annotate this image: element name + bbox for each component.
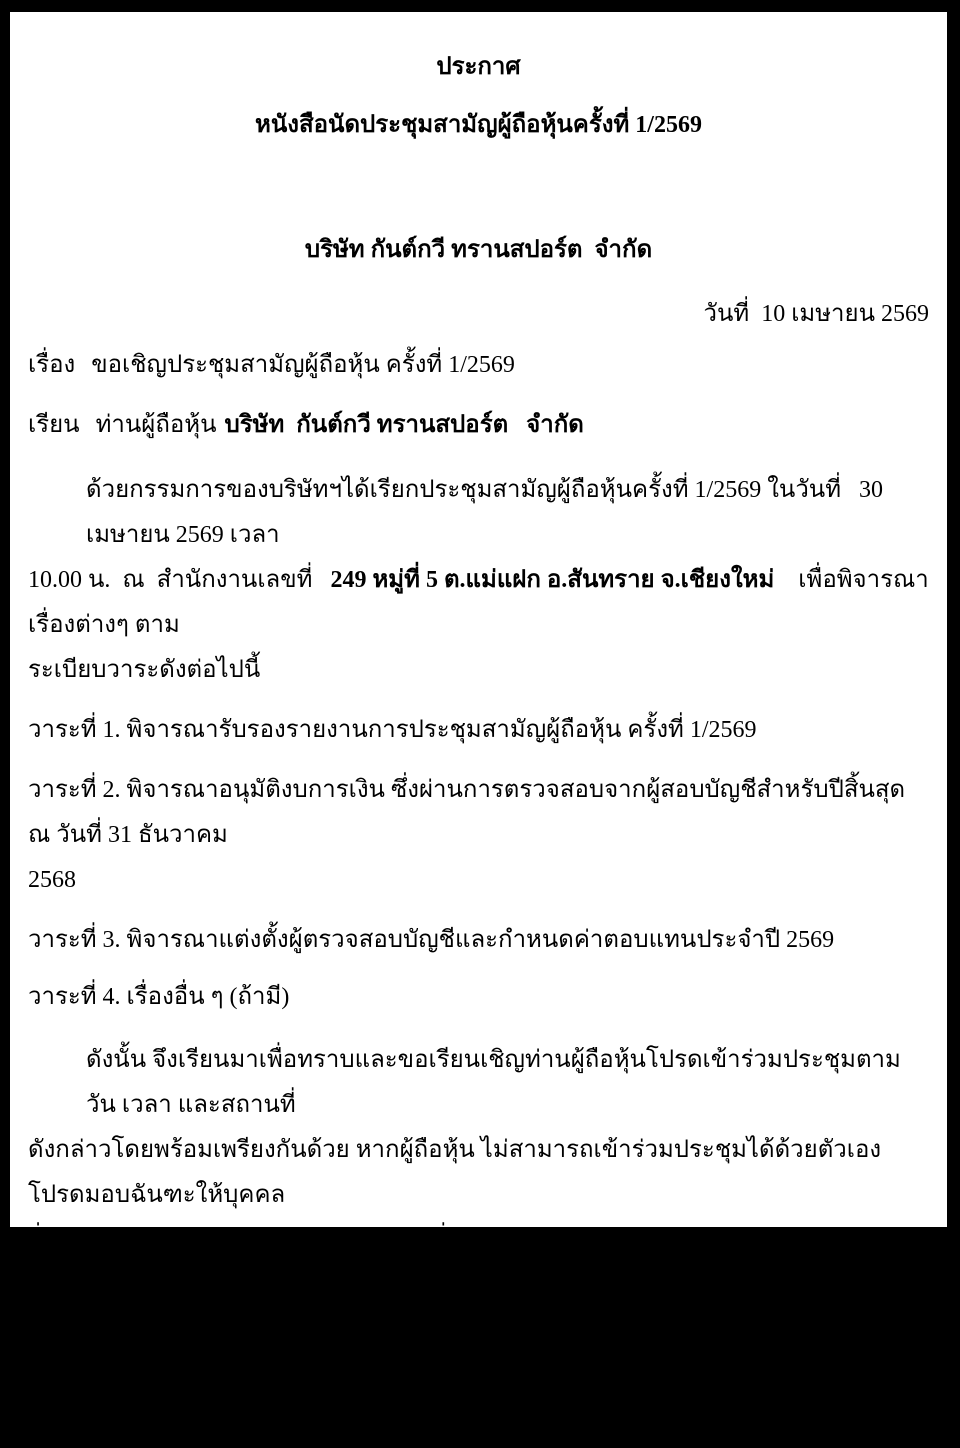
closing-line-1: ดังนั้น จึงเรียนมาเพื่อทราบและขอเรียนเชิญท่านผู้ถือหุ้นโปรดเข้าร่วมประชุมตามวัน เวลา และสถานที่ [86, 1047, 901, 1118]
intro-line-3: ระเบียบวาระดังต่อไปนี้ [28, 657, 261, 683]
subject-text: ขอเชิญประชุมสามัญผู้ถือหุ้น ครั้งที่ 1/2569 [91, 352, 515, 378]
agenda-list [28, 708, 929, 1020]
salutation-line [28, 403, 929, 448]
agenda-item-3: วาระที่ 3. พิจารณาแต่งตั้งผู้ตรวจสอบบัญชีและกำหนดค่าตอบแทนประจำปี 2569 [28, 927, 835, 953]
subject-label: เรื่อง [28, 352, 76, 378]
heading-title: หนังสือนัดประชุมสามัญผู้ถือหุ้นครั้งที่ 1/2569 [255, 112, 702, 138]
agenda-item-4: วาระที่ 4. เรื่องอื่น ๆ (ถ้ามี) [28, 984, 290, 1010]
document-page [10, 12, 947, 1438]
intro-line-2-post: เพื่อพิจารณาเรื่องต่างๆ ตาม [28, 567, 929, 638]
salutation-text: ท่านผู้ถือหุ้น [95, 412, 217, 438]
agenda-item-1: วาระที่ 1. พิจารณารับรองรายงานการประชุมสามัญผู้ถือหุ้น ครั้งที่ 1/2569 [28, 717, 757, 743]
salutation-company: บริษัท กันต์กวี ทรานสปอร์ต จำกัด [224, 412, 584, 438]
subject-line [28, 343, 929, 388]
signer-title: กรรมการบริษัท [400, 1412, 557, 1438]
intro-line-2 [28, 558, 929, 648]
agenda-item-2 [28, 768, 929, 903]
date-line: วันที่ 10 เมษายน 2569 [703, 301, 929, 327]
signer-name: นายดุจชพงษ์ หงษ์ระนัย [359, 1354, 598, 1380]
agenda-item-2-line-2: 2568 [28, 867, 76, 893]
intro-paragraph [28, 468, 929, 693]
closing-line-3: อื่นเข้าร่วมประชุมแทน จักขอบพระคุณยิ่ง [28, 1227, 459, 1253]
signoff-text: ขอแสดงความนับถือ [374, 1294, 583, 1320]
closing-paragraph [28, 1038, 929, 1263]
closing-line-2: ดังกล่าวโดยพร้อมเพรียงกันด้วย หากผู้ถือหุ้น ไม่สามารถเข้าร่วมประชุมได้ด้วยตัวเองโปรดมอบฉันฑะให้บุคคล [28, 1137, 882, 1208]
agenda-item-2-line-1: วาระที่ 2. พิจารณาอนุมัติงบการเงิน ซึ่งผ่านการตรวจสอบจากผู้สอบบัญชีสำหรับปีสิ้นสุด ณ วันที่ 31 ธันวาคม [28, 777, 912, 848]
intro-line-2-pre: 10.00 น. ณ สำนักงานเลขที่ [28, 567, 331, 593]
heading-announcement: ประกาศ [436, 54, 521, 80]
signature-block [28, 1285, 929, 1448]
meeting-address: 249 หมู่ที่ 5 ต.แม่แฝก อ.สันทราย จ.เชียงใหม่ [330, 567, 775, 593]
company-name: บริษัท กันต์กวี ทรานสปอร์ต จำกัด [304, 237, 653, 263]
salutation-label: เรียน [28, 412, 80, 438]
intro-line-1: ด้วยกรรมการของบริษัทฯได้เรียกประชุมสามัญผู้ถือหุ้นครั้งที่ 1/2569 ในวันที่ 30 เมษายน 2569 เวลา [86, 477, 890, 548]
